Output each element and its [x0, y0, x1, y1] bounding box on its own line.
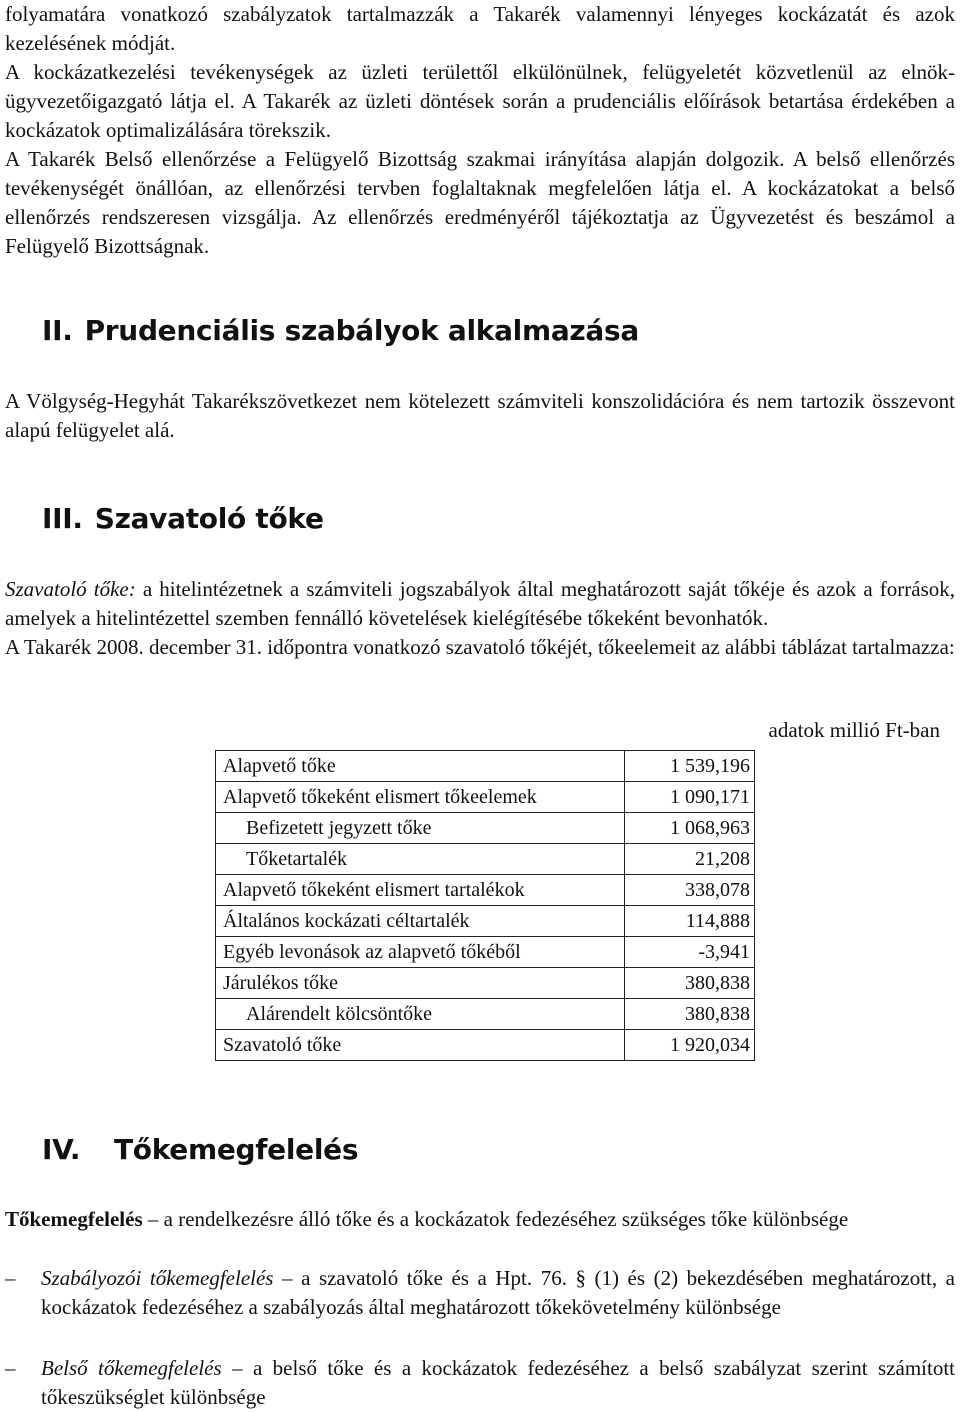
- section-3-number: III.: [42, 502, 83, 535]
- section-4-number: IV.: [42, 1133, 81, 1166]
- row-label: Alapvető tőkeként elismert tartalékok: [216, 875, 625, 906]
- section-4-definition: [5, 1205, 955, 1234]
- list-item: [5, 1354, 955, 1412]
- row-value: 21,208: [625, 844, 755, 875]
- row-label: Alapvető tőkeként elismert tőkeelemek: [216, 782, 625, 813]
- row-label: Alárendelt kölcsöntőke: [216, 999, 625, 1030]
- table-row: [216, 906, 755, 937]
- table-row: [216, 937, 755, 968]
- table-unit-note: adatok millió Ft-ban: [768, 718, 940, 742]
- row-label: Egyéb levonások az alapvető tőkéből: [216, 937, 625, 968]
- table-row: [216, 751, 755, 782]
- table-row: [216, 782, 755, 813]
- dash-bullet: –: [5, 1266, 16, 1290]
- row-label: Alapvető tőke: [216, 751, 625, 782]
- definition-text: – a rendelkezésre álló tőke és a kockázatok fedezéséhez szükséges tőke különbsége: [142, 1207, 849, 1231]
- list-item-text: [41, 1354, 955, 1412]
- row-value: 1 539,196: [625, 751, 755, 782]
- row-label: Általános kockázati céltartalék: [216, 906, 625, 937]
- section-4-heading: [42, 1133, 358, 1166]
- list-item-description: – a belső tőke és a kockázatok fedezéséhez a belső szabályzat szerint számított tőkeszükséglet különbsége: [41, 1356, 955, 1409]
- dash-bullet: –: [5, 1356, 16, 1380]
- section-2-heading: [42, 314, 639, 347]
- table-row: [216, 1030, 755, 1061]
- intro-block: [5, 0, 955, 261]
- row-value: 1 068,963: [625, 813, 755, 844]
- definition-term: Tőkemegfelelés: [5, 1207, 143, 1231]
- row-value: 114,888: [625, 906, 755, 937]
- definition-text: a hitelintézetnek a számviteli jogszabályok által meghatározott saját tőkéje és azok a források, amelyek a hitelintézettel szemben fennálló követelések kielégítésébe tőkeként bevonhatók.: [5, 577, 955, 630]
- section-2-paragraph: A Völgység-Hegyhát Takarékszövetkezet nem kötelezett számviteli konszolidációra és nem tartozik összevont alapú felügyelet alá.: [5, 389, 955, 442]
- row-label: Befizetett jegyzett tőke: [216, 813, 625, 844]
- section-4-title: Tőkemegfelelés: [114, 1133, 359, 1166]
- section-2-number: II.: [42, 314, 73, 347]
- row-value: 1 090,171: [625, 782, 755, 813]
- intro-paragraph-1b: A kockázatkezelési tevékenységek az üzleti területtől elkülönülnek, felügyeletét közvetlenül az elnök-ügyvezetőigazgató látja el. A Takarék az üzleti döntések során a prudenciális előírások betartása érdekében a kockázatok optimalizálására törekszik.: [5, 60, 955, 142]
- section-3-title: Szavatoló tőke: [94, 502, 324, 535]
- section-4-body: [5, 1205, 955, 1234]
- list-item: [5, 1264, 955, 1322]
- section-3-paragraph-2: A Takarék 2008. december 31. időpontra vonatkozó szavatoló tőkéjét, tőkeelemeit az alábbi táblázat tartalmazza:: [5, 635, 955, 659]
- row-label: Tőketartalék: [216, 844, 625, 875]
- table-row: [216, 813, 755, 844]
- capital-table: [215, 750, 755, 1061]
- intro-paragraph-2: A Takarék Belső ellenőrzése a Felügyelő Bizottság szakmai irányítása alapján dolgozik. A belső ellenőrzés tevékenységét önállóan, az ellenőrzési tervben foglaltaknak megfelelően látja el. A kockázatokat a belső ellenőrzés rendszeresen vizsgálja. Az ellenőrzés eredményéről tájékoztatja az Ügyvezetést és beszámol a Felügyelő Bizottságnak.: [5, 147, 955, 258]
- row-value: 338,078: [625, 875, 755, 906]
- row-value: 1 920,034: [625, 1030, 755, 1061]
- list-item-text: [41, 1264, 955, 1322]
- list-item-term: Szabályozói tőkemegfelelés: [41, 1266, 274, 1290]
- row-label: Szavatoló tőke: [216, 1030, 625, 1061]
- list-item-term: Belső tőkemegfelelés: [41, 1356, 222, 1380]
- definition-term: Szavatoló tőke:: [5, 577, 136, 601]
- row-value: -3,941: [625, 937, 755, 968]
- table-row: [216, 844, 755, 875]
- row-label: Járulékos tőke: [216, 968, 625, 999]
- intro-paragraph-1a: folyamatára vonatkozó szabályzatok tartalmazzák a Takarék valamennyi lényeges kockázatát és azok kezelésének módját.: [5, 2, 955, 55]
- section-2-body: [5, 387, 955, 445]
- row-value: 380,838: [625, 968, 755, 999]
- table-row: [216, 999, 755, 1030]
- list-item-description: – a szavatoló tőke és a Hpt. 76. § (1) és (2) bekezdésében meghatározott, a kockázatok fedezéséhez a szabályozás által meghatározott tőkekövetelmény különbsége: [41, 1266, 955, 1319]
- section-2-title: Prudenciális szabályok alkalmazása: [84, 314, 639, 347]
- section-3-definition: [5, 575, 955, 633]
- table-row: [216, 968, 755, 999]
- row-value: 380,838: [625, 999, 755, 1030]
- section-3-body: [5, 575, 955, 662]
- section-3-heading: [42, 502, 324, 535]
- table-row: [216, 875, 755, 906]
